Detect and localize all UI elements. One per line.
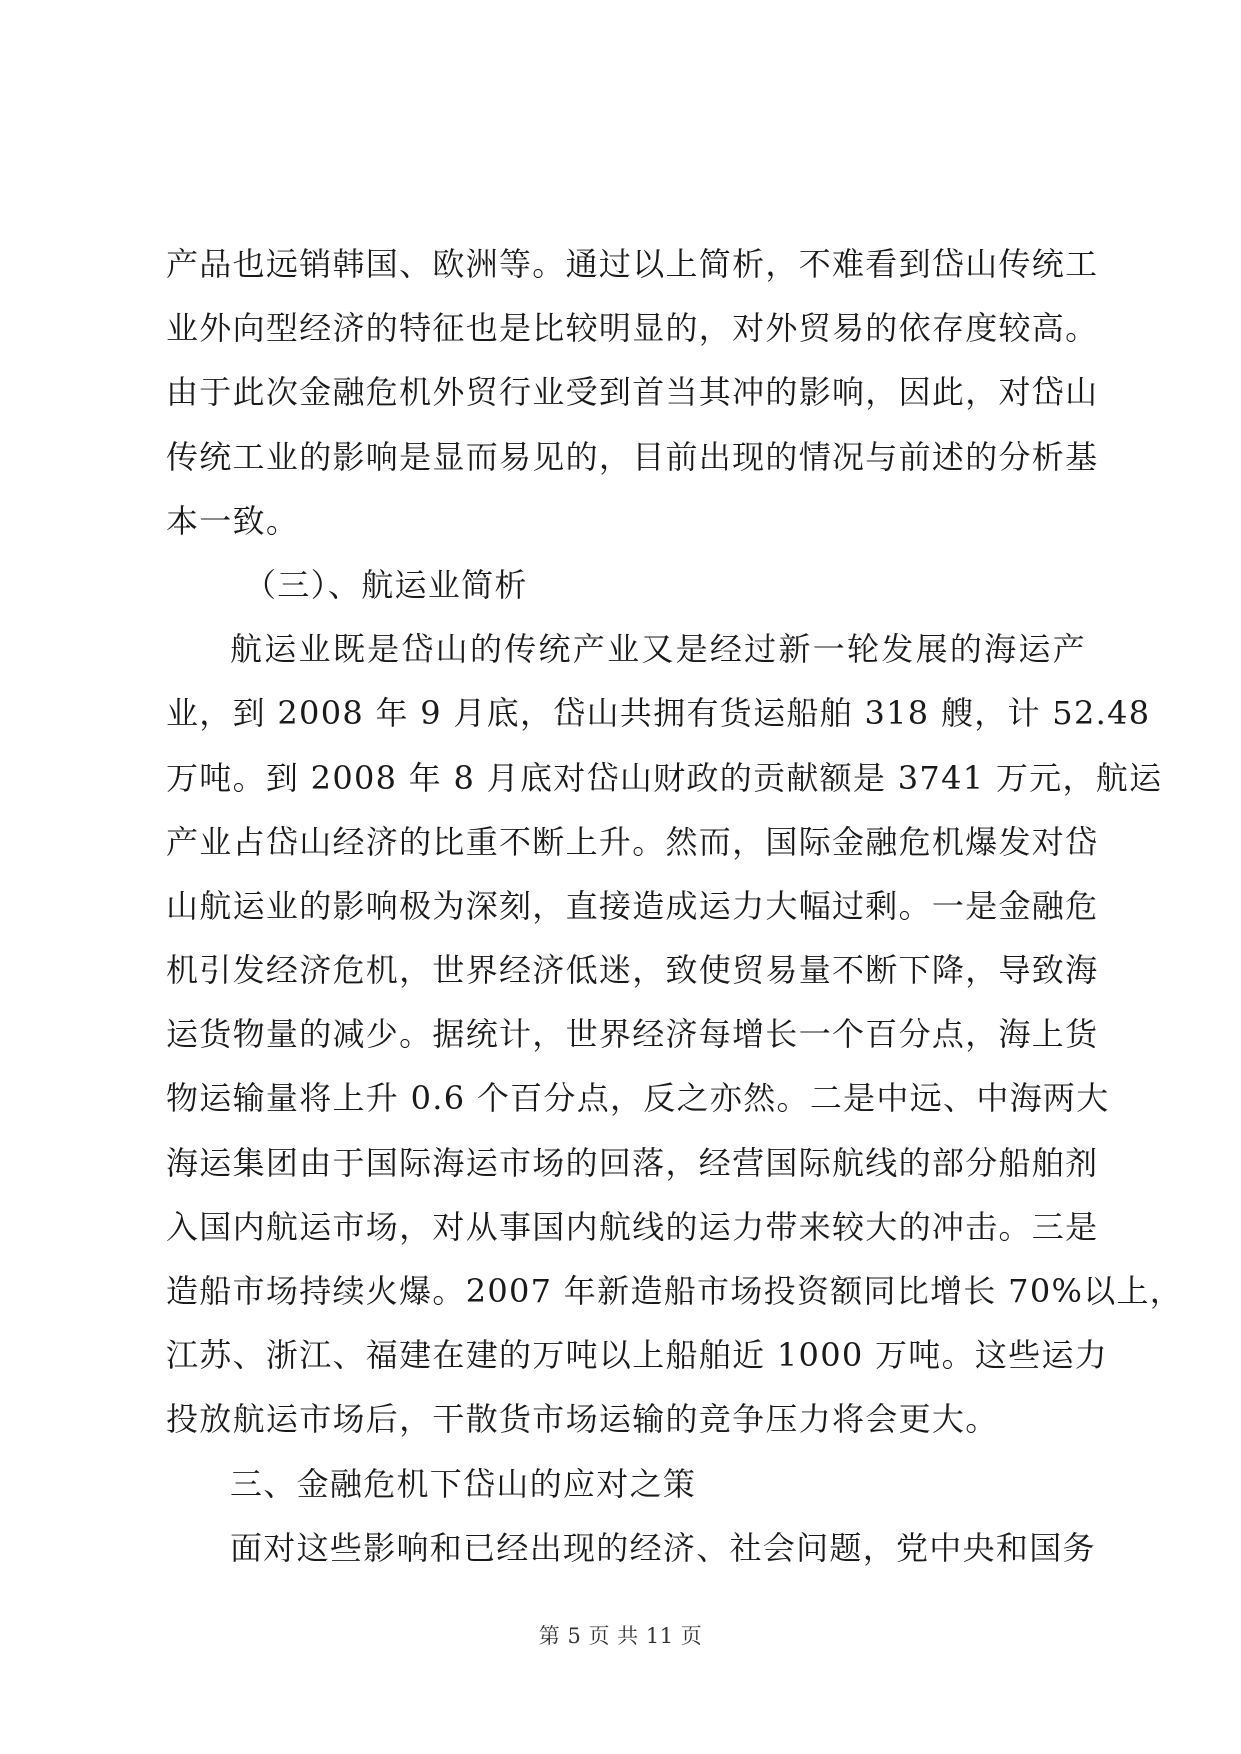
document-body xyxy=(166,232,1184,1580)
section-heading-shipping: （三）、航运业简析 xyxy=(244,565,528,604)
body-line: 产业占岱山经济的比重不断上升。然而，国际金融危机爆发对岱 xyxy=(166,822,1099,861)
body-line: 运货物量的减少。据统计，世界经济每增长一个百分点，海上货 xyxy=(166,1015,1099,1054)
body-line: 由于此次金融危机外贸行业受到首当其冲的影响，因此，对岱山 xyxy=(166,373,1099,412)
body-line: 万吨。到 2008 年 8 月底对岱山财政的贡献额是 3741 万元，航运 xyxy=(166,758,1163,797)
body-line: 海运集团由于国际海运市场的回落，经营国际航线的部分船舶剂 xyxy=(166,1143,1099,1182)
body-line-paragraph-end: 投放航运市场后，干散货市场运输的竞争压力将会更大。 xyxy=(166,1400,999,1439)
section-heading-countermeasures: 三、金融危机下岱山的应对之策 xyxy=(230,1464,697,1503)
body-line: 机引发经济危机，世界经济低迷，致使贸易量不断下降，导致海 xyxy=(166,951,1099,990)
body-line: 入国内航运市场，对从事国内航线的运力带来较大的冲击。三是 xyxy=(166,1207,1099,1246)
body-line-paragraph-start: 面对这些影响和已经出现的经济、社会问题，党中央和国务 xyxy=(230,1528,1096,1567)
body-line: 业外向型经济的特征也是比较明显的，对外贸易的依存度较高。 xyxy=(166,309,1099,348)
body-line: 产品也远销韩国、欧洲等。通过以上简析，不难看到岱山传统工 xyxy=(166,245,1099,283)
body-line: 山航运业的影响极为深刻，直接造成运力大幅过剩。一是金融危 xyxy=(166,886,1099,925)
body-line: 业，到 2008 年 9 月底，岱山共拥有货运船舶 318 艘，计 52.48 xyxy=(166,694,1151,733)
body-line: 江苏、浙江、福建在建的万吨以上船舶近 1000 万吨。这些运力 xyxy=(166,1336,1109,1375)
body-line: 传统工业的影响是显而易见的，目前出现的情况与前述的分析基 xyxy=(166,437,1099,476)
page-footer: 第 5 页 共 11 页 xyxy=(538,1624,703,1648)
body-line: 物运输量将上升 0.6 个百分点，反之亦然。二是中远、中海两大 xyxy=(166,1079,1110,1118)
body-line-paragraph-end: 本一致。 xyxy=(166,501,300,540)
body-line-paragraph-start: 航运业既是岱山的传统产业又是经过新一轮发展的海运产 xyxy=(230,630,1086,669)
body-line: 造船市场持续火爆。2007 年新造船市场投资额同比增长 70%以上， xyxy=(166,1272,1184,1310)
